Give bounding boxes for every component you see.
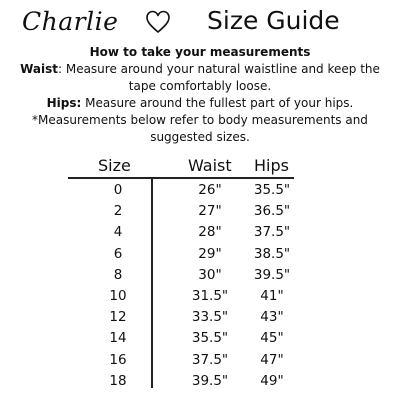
table-row <box>68 201 298 222</box>
brand-logo <box>22 6 182 40</box>
table-row <box>68 222 298 243</box>
heart-icon <box>145 9 171 35</box>
hips-instruction <box>6 95 394 112</box>
size-cell: 8 <box>113 266 123 283</box>
size-cell: 18 <box>109 372 127 389</box>
hips-cell: 43" <box>260 309 284 326</box>
waist-label: Waist <box>20 62 58 76</box>
column-header-waist: Waist <box>188 156 232 175</box>
table-row <box>68 244 298 265</box>
column-header-hips: Hips <box>254 156 289 175</box>
table-row <box>68 350 298 371</box>
header <box>0 0 400 42</box>
measurement-note: *Measurements below refer to body measurements and suggested sizes. <box>32 113 368 144</box>
instructions-heading: How to take your measurements <box>89 45 311 59</box>
size-table <box>68 156 298 392</box>
measurement-instructions <box>6 44 394 146</box>
waist-cell: 35.5" <box>191 330 229 347</box>
table-body <box>68 180 298 392</box>
hips-cell: 35.5" <box>253 182 291 198</box>
hips-cell: 37.5" <box>253 224 291 241</box>
waist-text: : Measure around your natural waistline and keep the tape comfortably loose. <box>57 62 380 93</box>
column-header-size: Size <box>98 156 131 175</box>
hips-text: Measure around the fullest part of your hips. <box>81 96 354 110</box>
size-cell: 12 <box>109 309 127 326</box>
hips-cell: 45" <box>260 330 284 347</box>
hips-cell: 49" <box>260 372 284 389</box>
waist-cell: 33.5" <box>191 309 229 326</box>
hips-label: Hips: <box>46 96 82 110</box>
size-cell: 14 <box>109 330 127 347</box>
hips-cell: 38.5" <box>253 245 291 262</box>
size-cell: 6 <box>113 245 123 262</box>
waist-instruction <box>6 61 394 95</box>
table-row <box>68 371 298 392</box>
table-row <box>68 180 298 201</box>
hips-cell: 41" <box>260 287 284 304</box>
waist-cell: 39.5" <box>191 372 229 389</box>
table-row <box>68 307 298 328</box>
size-cell: 10 <box>109 287 127 304</box>
hips-cell: 47" <box>260 351 284 368</box>
brand-name: Charlie <box>22 7 119 36</box>
header-divider <box>68 177 294 179</box>
waist-cell: 29" <box>198 245 222 262</box>
hips-cell: 39.5" <box>253 266 291 283</box>
size-cell: 0 <box>113 182 123 198</box>
waist-cell: 31.5" <box>191 287 229 304</box>
hips-cell: 36.5" <box>253 203 291 220</box>
size-cell: 4 <box>113 224 123 241</box>
table-row <box>68 286 298 307</box>
page-title: Size Guide <box>207 6 340 35</box>
size-cell: 16 <box>109 351 127 368</box>
size-cell: 2 <box>113 203 123 220</box>
waist-cell: 37.5" <box>191 351 229 368</box>
waist-cell: 28" <box>198 224 222 241</box>
waist-cell: 27" <box>198 203 222 220</box>
waist-cell: 30" <box>198 266 222 283</box>
table-row <box>68 265 298 286</box>
waist-cell: 26" <box>198 182 222 198</box>
table-row <box>68 328 298 349</box>
